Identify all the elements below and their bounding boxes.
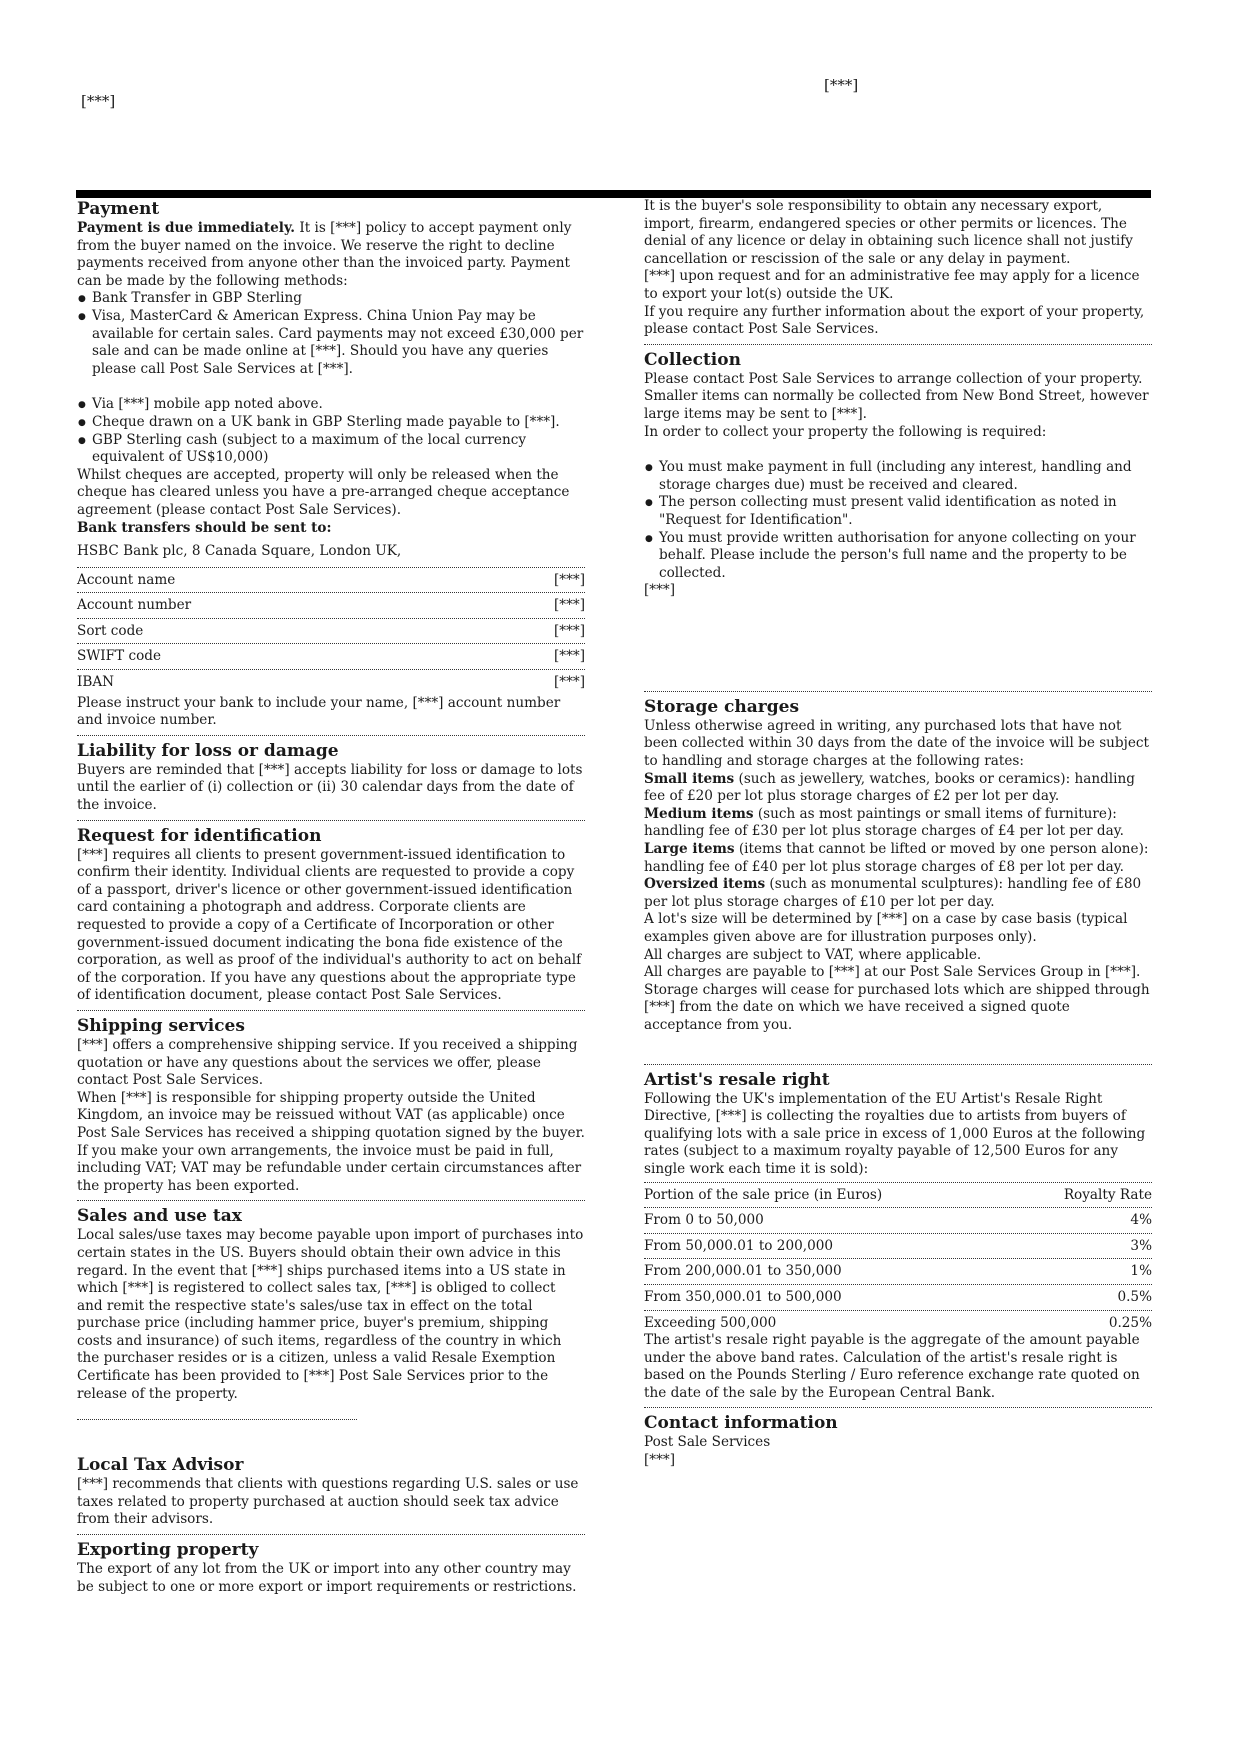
bank-row [77, 670, 585, 695]
collection-tail: [***] [644, 582, 675, 599]
bank-row-value: [***] [554, 571, 585, 588]
resale-band: From 50,000.01 to 200,000 [644, 1237, 834, 1254]
storage-large-rest: (items that cannot be lifted or moved by one person alone): handling fee of £40 per lot plus storage charges of £8 per lot per day. [644, 841, 1149, 875]
exporting-title: Exporting property [77, 1540, 259, 1561]
resale-row [644, 1234, 1152, 1260]
payment-method: ● Via [***] mobile app noted above. [92, 396, 585, 414]
resale-band: From 0 to 50,000 [644, 1212, 764, 1229]
storage-oversized [644, 876, 1152, 911]
collection-text-1: Please contact Post Sale Services to arrange collection of your property. Smaller items can normally be collected from New Bond Street, however large items may be sent to [***]. [644, 370, 1149, 422]
bank-row [77, 593, 585, 619]
shipping-text-1: [***] offers a comprehensive shipping service. If you received a shipping quotation or have any questions about the services we offer, please contact Post Sale Services. [77, 1036, 578, 1089]
resale-title: Artist's resale right [644, 1069, 830, 1090]
identification-text: [***] requires all clients to present government-issued identification to confirm their identity. Individual clients are requested to provide a copy of a passport, driver's licence or other government-issued identification card containing a photograph and address. Corporate clients are requested to provide a copy of a Certificate of Incorporation or other government-issued document indicating the bona fide existence of the corporation, as well as proof of the individual's authority to act on behalf of the corporation. If you have any questions about the appropriate type of identification document, please contact Post Sale Services. [77, 846, 582, 1004]
storage-over-rest: (such as monumental sculptures): handling fee of £80 per lot plus storage charges of £10 per lot per day. [644, 876, 1142, 910]
resale-band: From 350,000.01 to 500,000 [644, 1288, 842, 1305]
top-rule [76, 190, 1151, 198]
liability-text: Buyers are reminded that [***] accepts liability for loss or damage to lots until the earlier of (i) collection or (ii) 30 calendar days from the date of the invoice. [77, 761, 583, 814]
left-column [77, 198, 585, 1596]
bank-row-label: Account name [77, 571, 176, 588]
bank-transfer-heading [77, 520, 585, 538]
bank-row-value: [***] [554, 674, 585, 691]
bank-row-label: Sort code [77, 622, 144, 639]
collection-requirement: ● The person collecting must present valid identification as noted in "Request for Identification". [659, 494, 1152, 529]
header-left-placeholder: [***] [81, 92, 116, 110]
resale-rate: 3% [1130, 1237, 1152, 1254]
contact-line-1: Post Sale Services [644, 1434, 771, 1451]
resale-band: From 200,000.01 to 350,000 [644, 1263, 842, 1280]
resale-outro: The artist's resale right payable is the aggregate of the amount payable under the above band rates. Calculation of the artist's resale right is based on the Pounds Sterling / Euro reference exchange rate quoted on the date of the sale by the European Central Bank. [644, 1332, 1140, 1401]
exporting-cont-3: If you require any further information about the export of your property, please contact Post Sale Services. [644, 303, 1145, 338]
payment-methods-list-2 [77, 396, 585, 466]
collection-title: Collection [644, 349, 741, 370]
storage-payable-note: All charges are payable to [***] at our Post Sale Services Group in [***]. [644, 964, 1141, 981]
local-tax-text: [***] recommends that clients with questions regarding U.S. sales or use taxes related to property purchased at auction should seek tax advice from their advisors. [77, 1476, 579, 1528]
cheque-note: Whilst cheques are accepted, property will only be released when the cheque has cleared unless you have a pre-arranged cheque acceptance agreement (please contact Post Sale Services). [77, 466, 570, 518]
exporting-text: The export of any lot from the UK or import into any other country may be subject to one or more export or import requirements or restrictions. [77, 1561, 577, 1595]
bank-row-label: SWIFT code [77, 648, 162, 665]
storage-small [644, 771, 1152, 806]
payment-method: ● Visa, MasterCard & American Express. China Union Pay may be available for certain sales. Card payments may not exceed £30,000 per sale and can be made online at [***]. Should you have any queries please call Post Sale Services at [***]. [92, 308, 585, 378]
bank-row-value: [***] [554, 622, 585, 639]
storage-vat-note: All charges are subject to VAT, where applicable. [644, 946, 982, 963]
bank-address: HSBC Bank plc, 8 Canada Square, London UK, [77, 543, 402, 560]
bank-details-table [77, 568, 585, 695]
bank-row [77, 644, 585, 670]
resale-rate: 1% [1130, 1263, 1152, 1280]
exporting-cont-1: It is the buyer's sole responsibility to obtain any necessary export, import, firearm, endangered species or other permits or licences. The denial of any licence or delay in obtaining such licence shall not justify cancellation or rescission of the sale or any delay in payment. [644, 198, 1133, 267]
collection-requirement: ● You must make payment in full (including any interest, handling and storage charges due) must be received and cleared. [659, 459, 1152, 494]
payment-lead-rest: It is [***] policy to accept payment only from the buyer named on the invoice. We reserve the right to decline payments received from anyone other than the invoiced party. Payment can be made by the following methods: [77, 220, 572, 289]
resale-head-left: Portion of the sale price (in Euros) [644, 1186, 883, 1203]
storage-medium [644, 806, 1152, 841]
payment-methods-list [77, 290, 585, 378]
bank-row-label: Account number [77, 597, 192, 614]
resale-head-right: Royalty Rate [1063, 1186, 1152, 1203]
sales-tax-title: Sales and use tax [77, 1206, 242, 1227]
contact-line-2: [***] [644, 1452, 675, 1469]
resale-row [644, 1208, 1152, 1234]
resale-row [644, 1285, 1152, 1311]
liability-title: Liability for loss or damage [77, 740, 339, 761]
resale-band: Exceeding 500,000 [644, 1314, 777, 1331]
resale-row [644, 1259, 1152, 1285]
storage-medium-bold: Medium items [644, 805, 754, 822]
storage-title: Storage charges [644, 696, 800, 717]
bank-row-label: IBAN [77, 674, 115, 691]
storage-size-note: A lot's size will be determined by [***] on a case by case basis (typical examples given above are for illustration purposes only). [644, 911, 1128, 945]
short-divider [77, 1419, 357, 1420]
payment-method: ● Bank Transfer in GBP Sterling [92, 290, 585, 308]
bank-instruct: Please instruct your bank to include your name, [***] account number and invoice number. [77, 694, 561, 729]
collection-text-2: In order to collect your property the following is required: [644, 423, 1047, 440]
bank-heading-bold: Bank transfers should be sent to: [77, 519, 332, 536]
bank-row-value: [***] [554, 597, 585, 614]
local-tax-title: Local Tax Advisor [77, 1455, 244, 1476]
resale-table [644, 1183, 1152, 1333]
collection-requirements-list [644, 459, 1152, 582]
shipping-title: Shipping services [77, 1015, 245, 1036]
payment-method: ● Cheque drawn on a UK bank in GBP Sterling made payable to [***]. [92, 414, 585, 432]
sales-tax-text: Local sales/use taxes may become payable upon import of purchases into certain states in the US. Buyers should obtain their own advice in this regard. In the event that [***] ships purchased items into a US state in which [***] is registered to collect sales tax, [***] is obliged to collect and remit the respective state's sales/use tax in effect on the total purchase price (including hammer price, buyer's premium, shipping costs and insurance) of such items, regardless of the country in which the purchaser resides or is a citizen, unless a valid Resale Exemption Certificate has been provided to [***] Post Sale Services prior to the release of the property. [77, 1227, 584, 1402]
payment-method: ● GBP Sterling cash (subject to a maximum of the local currency equivalent of US$10,000) [92, 432, 585, 467]
storage-large-bold: Large items [644, 841, 735, 858]
payment-title: Payment [77, 199, 160, 219]
contact-title: Contact information [644, 1413, 838, 1434]
storage-small-rest: (such as jewellery, watches, books or ceramics): handling fee of £20 per lot plus storage charges of £2 per lot per day. [644, 770, 1135, 805]
resale-rate: 4% [1130, 1212, 1152, 1229]
storage-large [644, 841, 1152, 876]
storage-intro: Unless otherwise agreed in writing, any purchased lots that have not been collected within 30 days from the date of the invoice will be subject to handling and storage charges at the following rates: [644, 717, 1149, 770]
resale-row [644, 1311, 1152, 1333]
storage-over-bold: Oversized items [644, 876, 766, 893]
storage-medium-rest: (such as most paintings or small items of furniture): handling fee of £30 per lot plus storage charges of £4 per lot per day. [644, 805, 1124, 840]
resale-rate: 0.25% [1108, 1314, 1152, 1331]
header-right-placeholder: [***] [824, 76, 859, 94]
bank-row [77, 619, 585, 645]
right-column [644, 198, 1152, 1470]
exporting-cont-2: [***] upon request and for an administrative fee may apply for a licence to export your lot(s) outside the UK. [644, 268, 1140, 302]
payment-intro [77, 220, 585, 290]
bank-row [77, 568, 585, 594]
shipping-text-2: When [***] is responsible for shipping property outside the United Kingdom, an invoice may be reissued without VAT (as applicable) once Post Sale Services has received a shipping quotation signed by the buyer. If you make your own arrangements, the invoice must be paid in full, including VAT; VAT may be refundable under certain circumstances after the property has been exported. [77, 1089, 585, 1194]
resale-table-header [644, 1183, 1152, 1209]
storage-small-bold: Small items [644, 770, 735, 787]
resale-rate: 0.5% [1117, 1288, 1152, 1305]
payment-lead-bold: Payment is due immediately. [77, 220, 296, 236]
resale-intro: Following the UK's implementation of the EU Artist's Resale Right Directive, [***] is collecting the royalties due to artists from buyers of qualifying lots with a sale price in excess of 1,000 Euros at the following rates (subject to a maximum royalty payable of 12,500 Euros for any single work each time it is sold): [644, 1090, 1146, 1177]
collection-requirement: ● You must provide written authorisation for anyone collecting on your behalf. Please include the person's full name and the property to be collected. [659, 530, 1152, 583]
bank-row-value: [***] [554, 648, 585, 665]
identification-title: Request for identification [77, 825, 322, 846]
storage-cease-note: Storage charges will cease for purchased lots which are shipped through [***] from the date on which we have received a signed quote acceptance from you. [644, 981, 1150, 1033]
